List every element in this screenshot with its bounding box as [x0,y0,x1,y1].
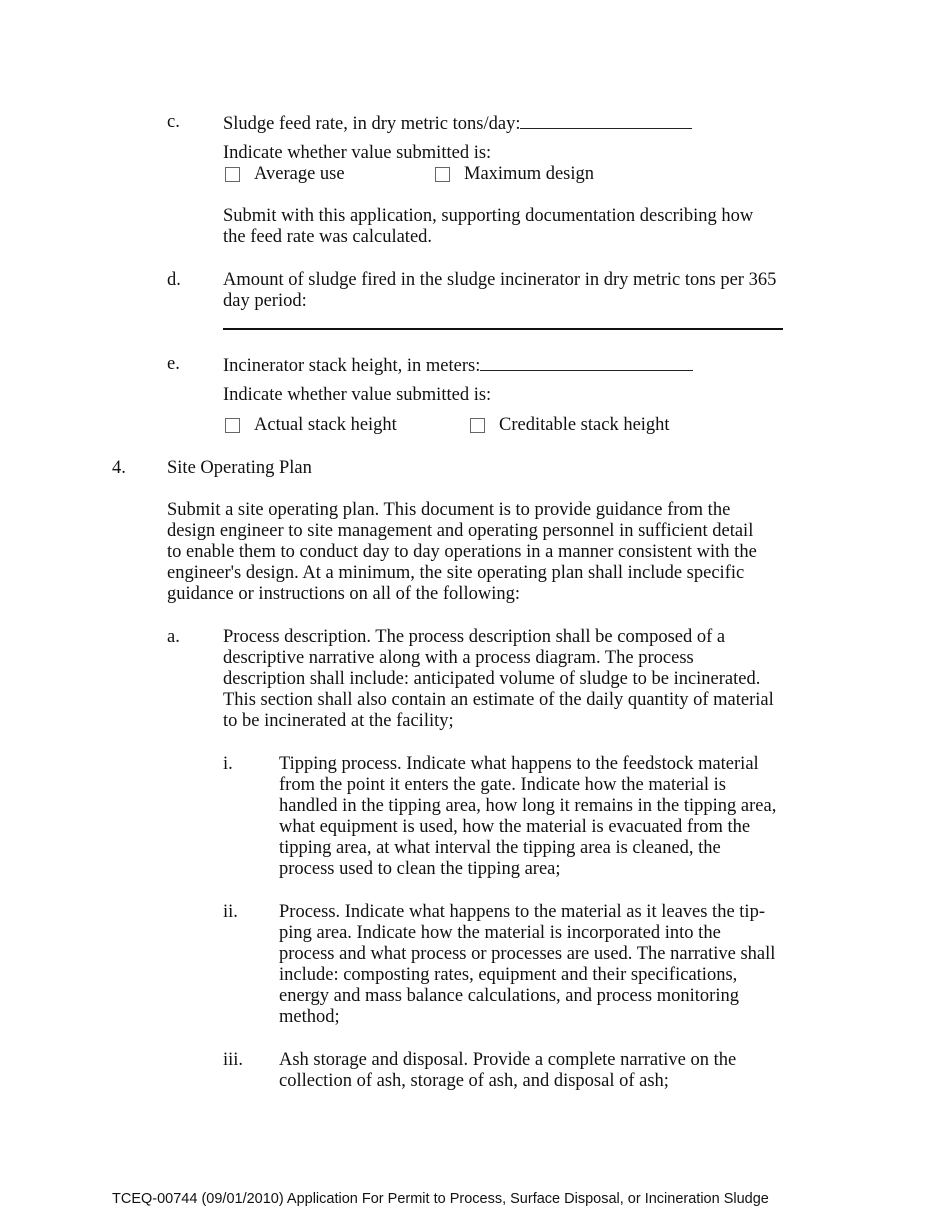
item-c-label-row [223,112,692,135]
item-c-note-line-2: the feed rate was calculated. [223,227,433,247]
option-actual-stack-height[interactable] [225,415,397,436]
item-c-marker: c. [167,112,180,132]
item-a-line: description shall include: anticipated volume of sludge to be incinerated. [223,669,761,689]
sludge-feed-rate-field[interactable] [520,112,692,129]
subitem-iii-line: collection of ash, storage of ash, and disposal of ash; [279,1071,669,1091]
subitem-i-line: tipping area, at what interval the tipping area is cleaned, the [279,838,721,858]
option-creditable-stack-height[interactable] [470,415,670,436]
intro-line: to enable them to conduct day to day operations in a manner consistent with the [167,542,757,562]
item-e-marker: e. [167,354,180,374]
intro-line: design engineer to site management and operating personnel in sufficient detail [167,521,754,541]
subitem-ii-line: include: composting rates, equipment and their specifications, [279,965,738,985]
stack-height-label: Incinerator stack height, in meters: [223,356,481,376]
subitem-ii-line: Process. Indicate what happens to the material as it leaves the tip- [279,902,765,922]
subitem-iii-text [279,1050,736,1092]
sludge-feed-rate-label: Sludge feed rate, in dry metric tons/day: [223,114,521,134]
creditable-stack-height-checkbox[interactable] [470,418,485,433]
section-4-number: 4. [112,458,126,478]
item-e-indicate-text: Indicate whether value submitted is: [223,385,492,405]
maximum-design-label: Maximum design [464,164,595,184]
intro-line: guidance or instructions on all of the following: [167,584,520,604]
item-c-note-line-1: Submit with this application, supporting documentation describing how [223,206,754,226]
actual-stack-height-checkbox[interactable] [225,418,240,433]
item-d-line-2: day period: [223,291,307,311]
section-4-intro [167,500,757,605]
section-4-title: Site Operating Plan [167,458,312,478]
intro-line: Submit a site operating plan. This document is to provide guidance from the [167,500,731,520]
subitem-i-line: handled in the tipping area, how long it remains in the tipping area, [279,796,777,816]
subitem-iii-line: Ash storage and disposal. Provide a complete narrative on the [279,1050,737,1070]
subitem-ii-line: process and what process or processes are used. The narrative shall [279,944,776,964]
maximum-design-checkbox[interactable] [435,167,450,182]
subitem-ii-text [279,902,775,1028]
subitem-ii-line: ping area. Indicate how the material is incorporated into the [279,923,721,943]
subitem-i-line: what equipment is used, how the material is evacuated from the [279,817,751,837]
subitem-i-line: from the point it enters the gate. Indicate how the material is [279,775,726,795]
item-d-line-1: Amount of sludge fired in the sludge incinerator in dry metric tons per 365 [223,270,777,290]
subitem-i-line: process used to clean the tipping area; [279,859,561,879]
actual-stack-height-label: Actual stack height [254,415,397,435]
option-maximum-design[interactable] [435,164,594,185]
item-a-marker: a. [167,627,180,647]
sludge-amount-field[interactable] [223,328,783,330]
average-use-label: Average use [254,164,345,184]
average-use-checkbox[interactable] [225,167,240,182]
item-a-line: Process description. The process description shall be composed of a [223,627,726,647]
subitem-i-text [279,754,776,880]
subitem-ii-line: energy and mass balance calculations, and process monitoring [279,986,739,1006]
item-e-label-row [223,354,693,377]
item-a-line: to be incinerated at the facility; [223,711,454,731]
item-a-line: This section shall also contain an estimate of the daily quantity of material [223,690,774,710]
subitem-ii-marker: ii. [223,902,238,922]
subitem-i-marker: i. [223,754,233,774]
item-a-line: descriptive narrative along with a process diagram. The process [223,648,694,668]
intro-line: engineer's design. At a minimum, the site operating plan shall include specific [167,563,745,583]
option-average-use[interactable] [225,164,345,185]
creditable-stack-height-label: Creditable stack height [499,415,670,435]
page-footer: TCEQ-00744 (09/01/2010) Application For Permit to Process, Surface Disposal, or Incineration Sludge [112,1191,769,1207]
item-a-text [223,627,774,732]
subitem-i-line: Tipping process. Indicate what happens to the feedstock material [279,754,759,774]
item-d-marker: d. [167,270,181,290]
subitem-ii-line: method; [279,1007,340,1027]
item-c-indicate-text: Indicate whether value submitted is: [223,143,492,163]
stack-height-field[interactable] [480,354,693,371]
subitem-iii-marker: iii. [223,1050,244,1070]
